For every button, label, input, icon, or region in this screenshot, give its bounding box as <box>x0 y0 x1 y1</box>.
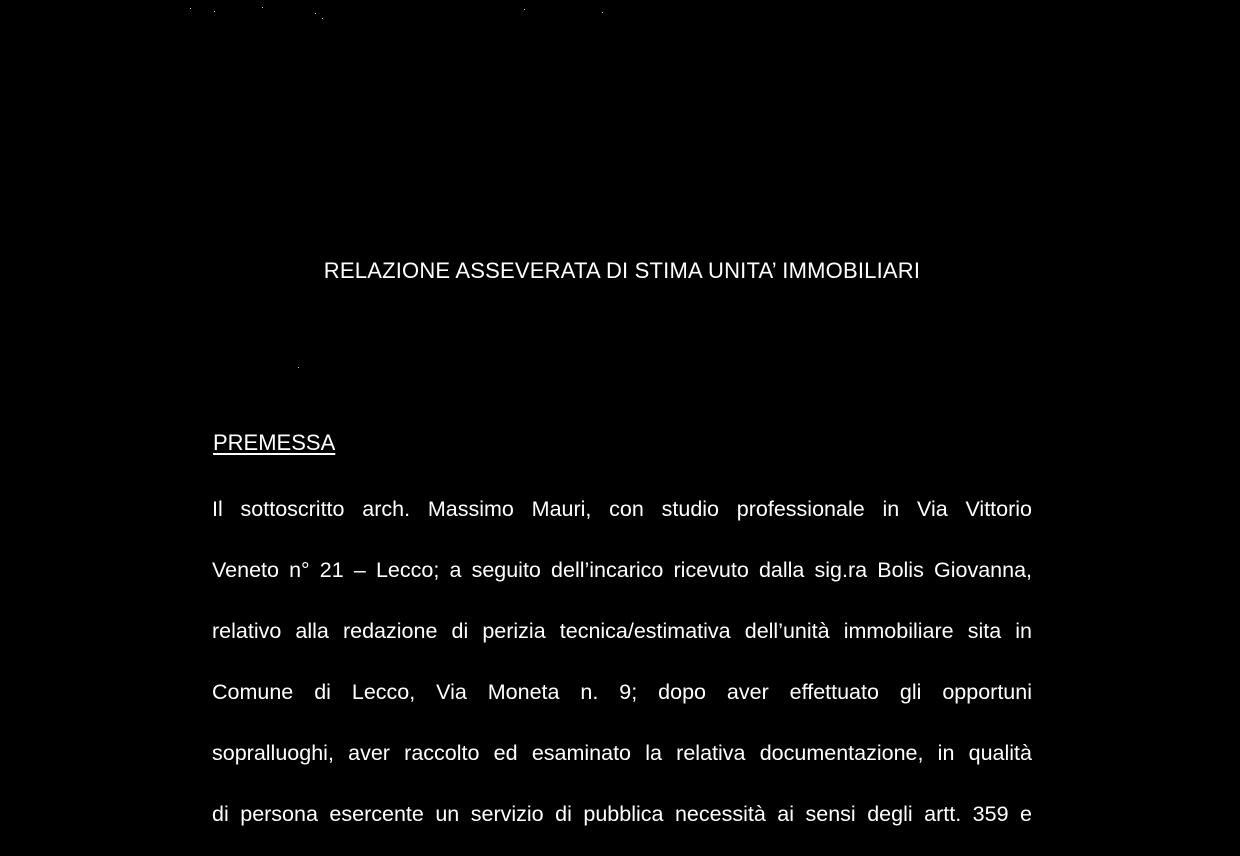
scan-noise-speck <box>298 367 299 368</box>
paragraph-line: relativo alla redazione di perizia tecnica/estimativa dell’unità immobiliare sita in <box>212 619 1032 643</box>
body-paragraph <box>212 490 1032 856</box>
paragraph-line: Veneto n° 21 – Lecco; a seguito dell’incarico ricevuto dalla sig.ra Bolis Giovanna, <box>212 558 1032 582</box>
scan-noise-speck <box>190 8 191 9</box>
scan-noise-speck <box>214 11 215 12</box>
scan-noise-speck <box>315 13 316 14</box>
scan-noise-speck <box>322 18 323 19</box>
paragraph-line: sopralluoghi, aver raccolto ed esaminato la relativa documentazione, in qualità <box>212 741 1032 765</box>
scan-noise-speck <box>262 7 263 8</box>
paragraph-line: Il sottoscritto arch. Massimo Mauri, con studio professionale in Via Vittorio <box>212 497 1032 521</box>
scan-noise-speck <box>524 9 525 10</box>
paragraph-line: di persona esercente un servizio di pubblica necessità ai sensi degli artt. 359 e <box>212 802 1032 826</box>
scan-noise-speck <box>602 12 603 13</box>
section-heading: PREMESSA <box>213 430 336 455</box>
document-title: RELAZIONE ASSEVERATA DI STIMA UNITA’ IMMOBILIARI <box>323 258 921 283</box>
paragraph-line: Comune di Lecco, Via Moneta n. 9; dopo aver effettuato gli opportuni <box>212 680 1032 704</box>
